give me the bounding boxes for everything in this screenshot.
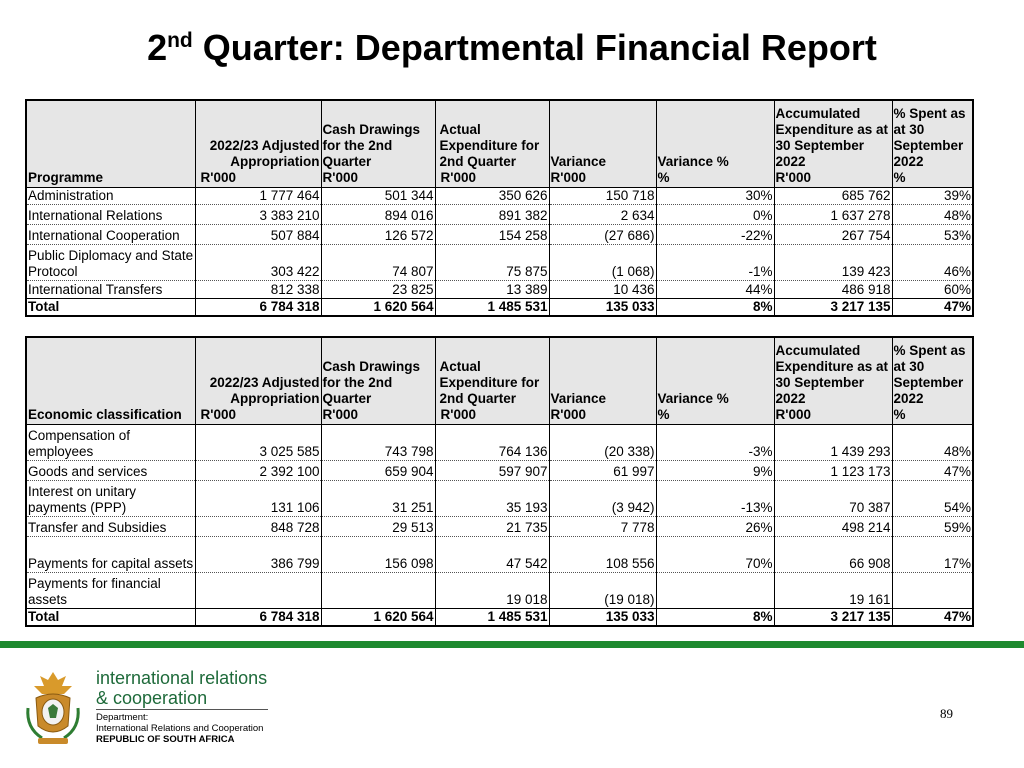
country-name: REPUBLIC OF SOUTH AFRICA: [96, 734, 235, 745]
row-label-header: Economic classification: [27, 407, 195, 424]
cell-adjusted: 3 025 585: [195, 424, 321, 460]
cell-actual: 47 542: [435, 536, 549, 572]
cell-variance_pct: 30%: [656, 187, 774, 204]
brand-line-1: international relations: [96, 668, 268, 688]
total-variance: 135 033: [549, 608, 656, 625]
cell-actual: 350 626: [435, 187, 549, 204]
cell-spent_pct: 46%: [892, 244, 972, 280]
header-row: [27, 338, 972, 407]
cell-spent_pct: [892, 572, 972, 608]
total-accumulated: 3 217 135: [774, 608, 892, 625]
cell-adjusted: 1 777 464: [195, 187, 321, 204]
cell-accumulated: 498 214: [774, 516, 892, 536]
column-header-drawings: Cash Drawings for the 2nd Quarter: [321, 101, 435, 170]
coat-of-arms-icon: [22, 668, 84, 748]
cell-spent_pct: 47%: [892, 460, 972, 480]
column-header-accumulated: Accumulated Expenditure as at 30 September 2022: [774, 338, 892, 407]
total-drawings: 1 620 564: [321, 298, 435, 315]
total-adjusted: 6 784 318: [195, 608, 321, 625]
column-header-spent_pct: % Spent as at 30 September 2022: [892, 101, 972, 170]
cell-variance_pct: 44%: [656, 280, 774, 298]
cell-drawings: 659 904: [321, 460, 435, 480]
cell-spent_pct: 39%: [892, 187, 972, 204]
cell-variance: 2 634: [549, 204, 656, 224]
cell-variance_pct: -22%: [656, 224, 774, 244]
cell-drawings: 894 016: [321, 204, 435, 224]
cell-variance: 61 997: [549, 460, 656, 480]
cell-actual: 75 875: [435, 244, 549, 280]
cell-spent_pct: 48%: [892, 424, 972, 460]
cell-variance: 108 556: [549, 536, 656, 572]
programme-table: [27, 101, 972, 315]
cell-accumulated: 1 439 293: [774, 424, 892, 460]
total-variance: 135 033: [549, 298, 656, 315]
table-row: [27, 224, 972, 244]
total-adjusted: 6 784 318: [195, 298, 321, 315]
cell-drawings: 31 251: [321, 480, 435, 516]
cell-accumulated: 139 423: [774, 244, 892, 280]
total-spent_pct: 47%: [892, 608, 972, 625]
cell-drawings: 74 807: [321, 244, 435, 280]
cell-accumulated: 66 908: [774, 536, 892, 572]
column-header-adjusted: 2022/23 Adjusted Appropriation: [195, 101, 321, 170]
cell-variance_pct: 70%: [656, 536, 774, 572]
cell-spent_pct: 59%: [892, 516, 972, 536]
cell-drawings: 29 513: [321, 516, 435, 536]
cell-drawings: [321, 572, 435, 608]
department-label: Department:: [96, 712, 149, 723]
table-row: [27, 572, 972, 608]
header-row: [27, 101, 972, 170]
unit-label: %: [656, 170, 774, 187]
unit-label: R'000: [435, 407, 549, 424]
row-name: Compensation of employees: [27, 424, 195, 460]
page-title: [0, 26, 1024, 70]
cell-variance_pct: -1%: [656, 244, 774, 280]
table-row: [27, 280, 972, 298]
cell-variance: 7 778: [549, 516, 656, 536]
column-header-variance_pct: Variance %: [656, 101, 774, 170]
cell-drawings: 126 572: [321, 224, 435, 244]
department-name: International Relations and Cooperation: [96, 723, 264, 734]
cell-actual: 35 193: [435, 480, 549, 516]
cell-actual: 21 735: [435, 516, 549, 536]
table-row: [27, 516, 972, 536]
total-label: Total: [27, 608, 195, 625]
row-label-header: Programme: [27, 170, 195, 187]
table-row: [27, 536, 972, 572]
cell-actual: 19 018: [435, 572, 549, 608]
table-row: [27, 424, 972, 460]
total-label: Total: [27, 298, 195, 315]
row-name: International Cooperation: [27, 224, 195, 244]
column-header-variance_pct: Variance %: [656, 338, 774, 407]
cell-variance_pct: [656, 572, 774, 608]
cell-accumulated: 19 161: [774, 572, 892, 608]
total-spent_pct: 47%: [892, 298, 972, 315]
row-name: Public Diplomacy and State Protocol: [27, 244, 195, 280]
table-row: [27, 480, 972, 516]
cell-accumulated: 685 762: [774, 187, 892, 204]
column-header-accumulated: Accumulated Expenditure as at 30 September 2022: [774, 101, 892, 170]
column-header-variance: Variance: [549, 101, 656, 170]
row-name: Payments for financial assets: [27, 572, 195, 608]
unit-label: R'000: [321, 170, 435, 187]
cell-variance_pct: 9%: [656, 460, 774, 480]
total-row: [27, 298, 972, 315]
cell-spent_pct: 60%: [892, 280, 972, 298]
unit-label: R'000: [195, 170, 321, 187]
brand-line-2: & cooperation: [96, 688, 208, 708]
row-name: International Relations: [27, 204, 195, 224]
total-actual: 1 485 531: [435, 608, 549, 625]
cell-variance: 10 436: [549, 280, 656, 298]
row-name: Administration: [27, 187, 195, 204]
column-header-adjusted: 2022/23 Adjusted Appropriation: [195, 338, 321, 407]
total-variance_pct: 8%: [656, 608, 774, 625]
cell-spent_pct: 17%: [892, 536, 972, 572]
column-header-variance: Variance: [549, 338, 656, 407]
cell-accumulated: 486 918: [774, 280, 892, 298]
cell-variance: (3 942): [549, 480, 656, 516]
title-superscript: nd: [167, 29, 193, 52]
cell-drawings: 501 344: [321, 187, 435, 204]
column-header-spent_pct: % Spent as at 30 September 2022: [892, 338, 972, 407]
cell-adjusted: 848 728: [195, 516, 321, 536]
unit-label: %: [892, 170, 972, 187]
page-number: 89: [940, 706, 953, 721]
row-name: Interest on unitary payments (PPP): [27, 480, 195, 516]
unit-label: %: [892, 407, 972, 424]
cell-spent_pct: 54%: [892, 480, 972, 516]
table-row: [27, 187, 972, 204]
economic-classification-table: [27, 338, 972, 625]
row-name: Goods and services: [27, 460, 195, 480]
total-actual: 1 485 531: [435, 298, 549, 315]
unit-label: R'000: [549, 170, 656, 187]
cell-adjusted: 303 422: [195, 244, 321, 280]
table-row: [27, 204, 972, 224]
cell-adjusted: 131 106: [195, 480, 321, 516]
cell-drawings: 743 798: [321, 424, 435, 460]
cell-variance: (1 068): [549, 244, 656, 280]
header-blank: [27, 101, 195, 170]
cell-adjusted: 2 392 100: [195, 460, 321, 480]
brand-underline: [96, 709, 268, 710]
row-name: International Transfers: [27, 280, 195, 298]
total-drawings: 1 620 564: [321, 608, 435, 625]
cell-adjusted: 812 338: [195, 280, 321, 298]
units-row: [27, 407, 972, 424]
cell-spent_pct: 53%: [892, 224, 972, 244]
unit-label: R'000: [774, 170, 892, 187]
column-header-drawings: Cash Drawings for the 2nd Quarter: [321, 338, 435, 407]
column-header-actual: Actual Expenditure for 2nd Quarter: [435, 101, 549, 170]
units-row: [27, 170, 972, 187]
total-row: [27, 608, 972, 625]
cell-accumulated: 1 637 278: [774, 204, 892, 224]
cell-drawings: 156 098: [321, 536, 435, 572]
cell-variance_pct: -3%: [656, 424, 774, 460]
cell-spent_pct: 48%: [892, 204, 972, 224]
header-blank: [27, 338, 195, 407]
cell-actual: 764 136: [435, 424, 549, 460]
unit-label: R'000: [195, 407, 321, 424]
cell-variance_pct: 26%: [656, 516, 774, 536]
row-name: Transfer and Subsidies: [27, 516, 195, 536]
cell-adjusted: 386 799: [195, 536, 321, 572]
cell-accumulated: 70 387: [774, 480, 892, 516]
cell-actual: 891 382: [435, 204, 549, 224]
cell-adjusted: 507 884: [195, 224, 321, 244]
cell-variance: (20 338): [549, 424, 656, 460]
unit-label: %: [656, 407, 774, 424]
title-rest: Quarter: Departmental Financial Report: [192, 27, 877, 68]
cell-adjusted: 3 383 210: [195, 204, 321, 224]
cell-drawings: 23 825: [321, 280, 435, 298]
table-row: [27, 460, 972, 480]
total-accumulated: 3 217 135: [774, 298, 892, 315]
table-row: [27, 244, 972, 280]
cell-accumulated: 267 754: [774, 224, 892, 244]
cell-variance: 150 718: [549, 187, 656, 204]
unit-label: R'000: [435, 170, 549, 187]
row-name: Payments for capital assets: [27, 536, 195, 572]
title-prefix: 2: [147, 27, 168, 68]
cell-actual: 597 907: [435, 460, 549, 480]
cell-variance_pct: -13%: [656, 480, 774, 516]
total-variance_pct: 8%: [656, 298, 774, 315]
unit-label: R'000: [774, 407, 892, 424]
cell-variance: (19 018): [549, 572, 656, 608]
cell-accumulated: 1 123 173: [774, 460, 892, 480]
column-header-actual: Actual Expenditure for 2nd Quarter: [435, 338, 549, 407]
cell-actual: 154 258: [435, 224, 549, 244]
cell-actual: 13 389: [435, 280, 549, 298]
cell-variance_pct: 0%: [656, 204, 774, 224]
cell-adjusted: [195, 572, 321, 608]
unit-label: R'000: [321, 407, 435, 424]
unit-label: R'000: [549, 407, 656, 424]
cell-variance: (27 686): [549, 224, 656, 244]
green-divider-bar: [0, 641, 1024, 648]
